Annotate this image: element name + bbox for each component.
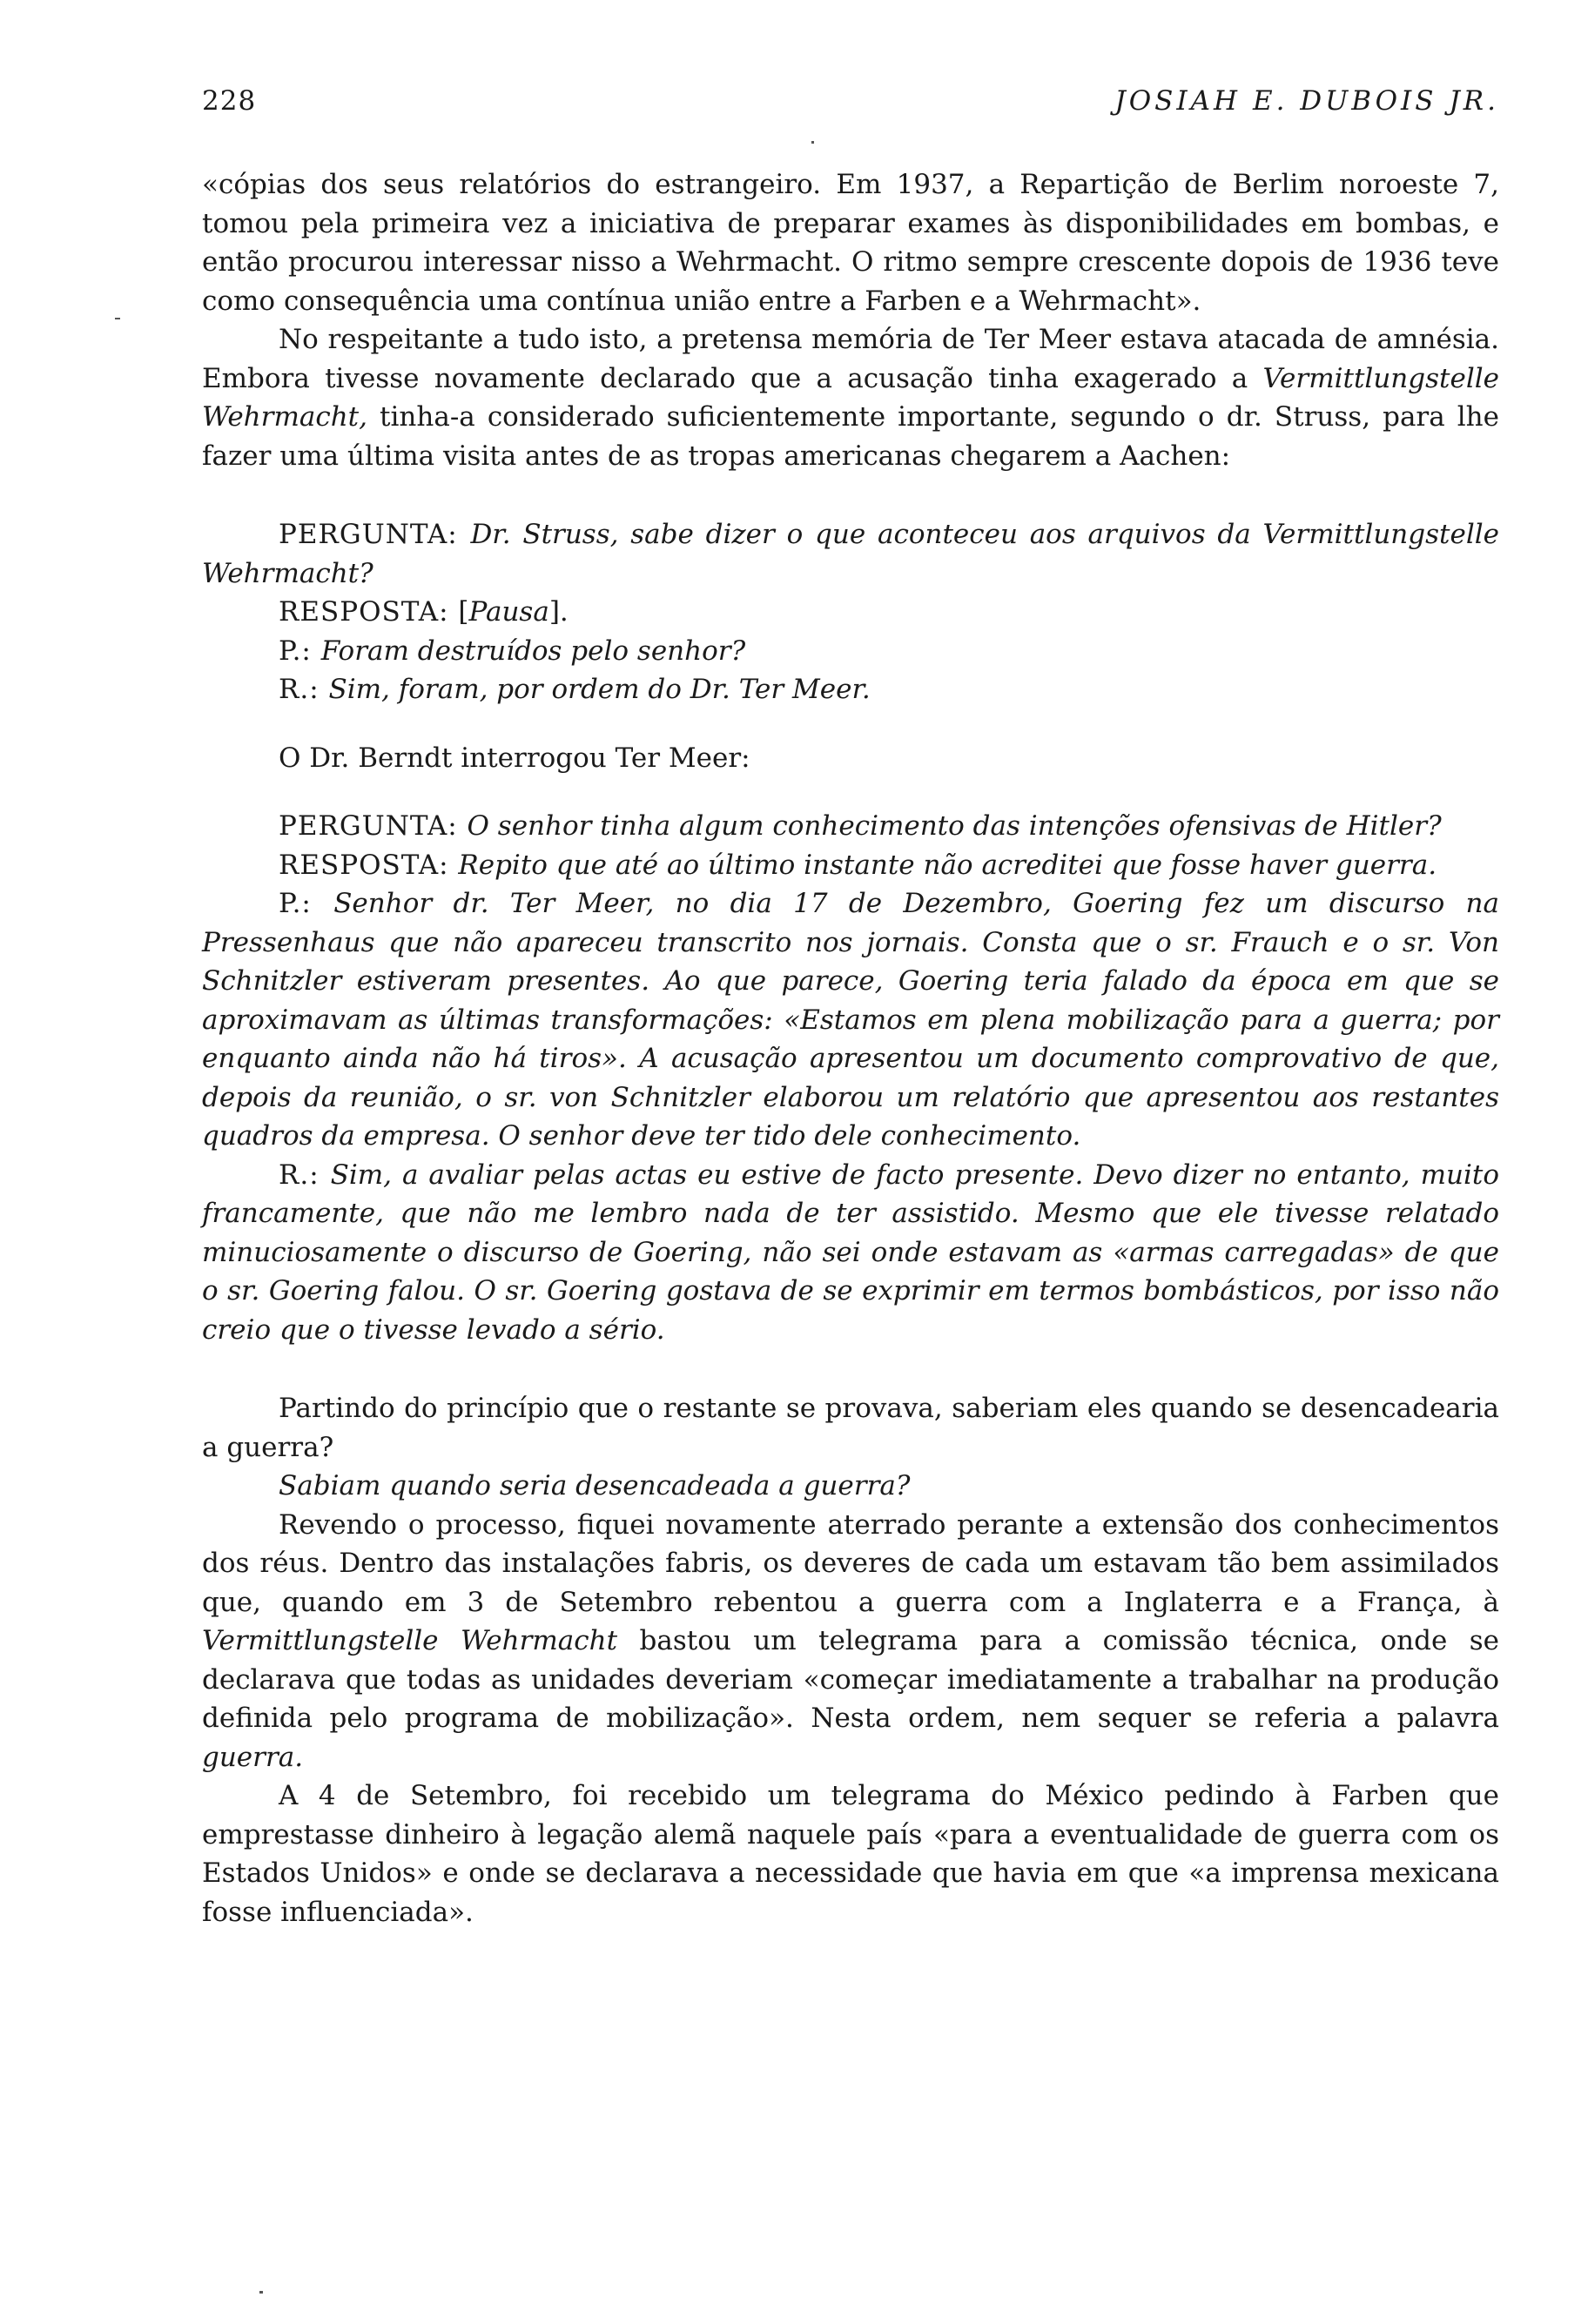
- paragraph-emphasis: Vermittlungstelle Wehrmacht: [202, 1625, 618, 1656]
- dialog-text: Repito que até ao último instante não acreditei que fosse haver guerra.: [458, 849, 1437, 881]
- paragraph-emphasis: Vermittlungstelle Wehrmacht,: [202, 362, 1499, 433]
- dialog-text: Sim, foram, por ordem do Dr. Ter Meer.: [328, 674, 871, 705]
- interrogation-ter-meer: [202, 807, 1499, 1349]
- scan-speck: [259, 2291, 263, 2294]
- dialog-text: Senhor dr. Ter Meer, no dia 17 de Dezembro, Goering fez um discurso na Pressenhaus que não apareceu transcrito nos jornais. Consta que o sr. Frauch e o sr. Von Schnitzler estiveram presentes. Ao que parece, Goering teria falado da época em que se aproximavam as últimas transformações: «Estamos em plena mobilização para a guerra; por enquanto ainda não há tiros». A acusação apresentou um documento comprovativo de que, depois da reunião, o sr. von Schnitzler elaborou um relatório que apresentou aos restantes quadros da empresa. O senhor deve ter tido dele conhecimento.: [202, 888, 1500, 1152]
- dialog-label: P.:: [279, 888, 334, 919]
- interrogation-struss: [202, 515, 1499, 709]
- dialog-label: P.:: [279, 635, 321, 667]
- running-header: [202, 85, 1499, 134]
- dialog-label: PERGUNTA:: [279, 519, 471, 550]
- dialog-text: Sim, a avaliar pelas actas eu estive de facto presente. Devo dizer no entanto, muito francamente, que não me lembro nada de ter assistido. Mesmo que ele tivesse relatado minuciosamente o discurso de Goering, não sei onde estavam as «armas carregadas» de que o sr. Goering falou. O sr. Goering gostava de se exprimir em termos bombásticos, por isso não creio que o tivesse levado a sério.: [202, 1159, 1499, 1346]
- scan-speck: [811, 141, 814, 144]
- dialog-answer: [202, 670, 1499, 709]
- paragraph-quote-end: «cópias dos seus relatórios do estrangeiro. Em 1937, a Repartição de Berlim noroeste 7, tomou pela primeira vez a iniciativa de preparar exames às disponibilidades em bombas, e então procurou interessar nisso a Wehrmacht. O ritmo sempre crescente dopois de 1936 teve como consequência uma contínua união entre a Farben e a Wehrmacht».: [202, 169, 1499, 317]
- dialog-question: [202, 807, 1499, 846]
- paragraph-emphasis: guerra.: [202, 1741, 304, 1773]
- paragraph-telegram: [202, 1506, 1499, 1777]
- dialog-question: [202, 884, 1499, 1156]
- dialog-text: Dr. Struss, sabe dizer o que aconteceu aos arquivos da Vermittlungstelle Wehrmacht?: [202, 519, 1499, 589]
- dialog-label: RESPOSTA:: [279, 849, 459, 881]
- dialog-text: Foram destruídos pelo senhor?: [320, 635, 746, 667]
- page-number: 228: [202, 85, 257, 117]
- paragraph-text: No respeitante a tudo isto, a pretensa memória de Ter Meer estava atacada de amnésia. Embora tivesse novamente declarado que a acusação tinha exagerado a: [202, 324, 1499, 394]
- page-body: [202, 165, 1499, 1931]
- dialog-label: R.:: [279, 1159, 331, 1191]
- dialog-text: O senhor tinha algum conhecimento das intenções ofensivas de Hitler?: [467, 810, 1442, 842]
- dialog-answer: [202, 593, 1499, 632]
- paragraph-berndt: O Dr. Berndt interrogou Ter Meer:: [279, 742, 750, 774]
- dialog-bracket: [: [458, 596, 469, 628]
- paragraph-amnesia: [202, 320, 1499, 475]
- paragraph-text: tinha-a considerado suficientemente importante, segundo o dr. Struss, para lhe fazer uma última visita antes de as tropas americanas chegarem a Aachen:: [202, 401, 1499, 472]
- paragraph-mexico: A 4 de Setembro, foi recebido um telegrama do México pedindo à Farben que emprestasse dinheiro à legação alemã naquele país «para a eventualidade de guerra com os Estados Unidos» e onde se declarava a necessidade que havia em que «a imprensa mexicana fosse influenciada».: [202, 1780, 1499, 1928]
- dialog-bracket: ].: [548, 596, 569, 628]
- paragraph-text: bastou um telegrama para a comissão técnica, onde se declarava que todas as unidades deveriam «começar imediatamente a trabalhar na produção definida pelo programa de mobilização». Nesta ordem, nem sequer se referia a palavra: [202, 1625, 1499, 1734]
- dialog-label: R.:: [279, 674, 329, 705]
- dialog-question: [202, 632, 1499, 671]
- dialog-answer: [202, 846, 1499, 885]
- dialog-answer: [202, 1156, 1499, 1350]
- running-title: JOSIAH E. DUBOIS JR.: [1114, 85, 1499, 117]
- dialog-text: Pausa: [468, 596, 549, 628]
- dialog-question: [202, 515, 1499, 593]
- paragraph-question: Partindo do princípio que o restante se provava, saberiam eles quando se desencadearia a guerra?: [202, 1393, 1499, 1463]
- dialog-label: RESPOSTA:: [279, 596, 459, 628]
- scan-speck: [115, 318, 120, 319]
- paragraph-text: Revendo o processo, fiquei novamente aterrado perante a extensão dos conhecimentos dos réus. Dentro das instalações fabris, os deveres de cada um estavam tão bem assimilados que, quando em 3 de Setembro rebentou a guerra com a Inglaterra e a França, à: [202, 1508, 1499, 1618]
- dialog-label: PERGUNTA:: [279, 810, 468, 842]
- paragraph-subheading: Sabiam quando seria desencadeada a guerra?: [279, 1470, 911, 1501]
